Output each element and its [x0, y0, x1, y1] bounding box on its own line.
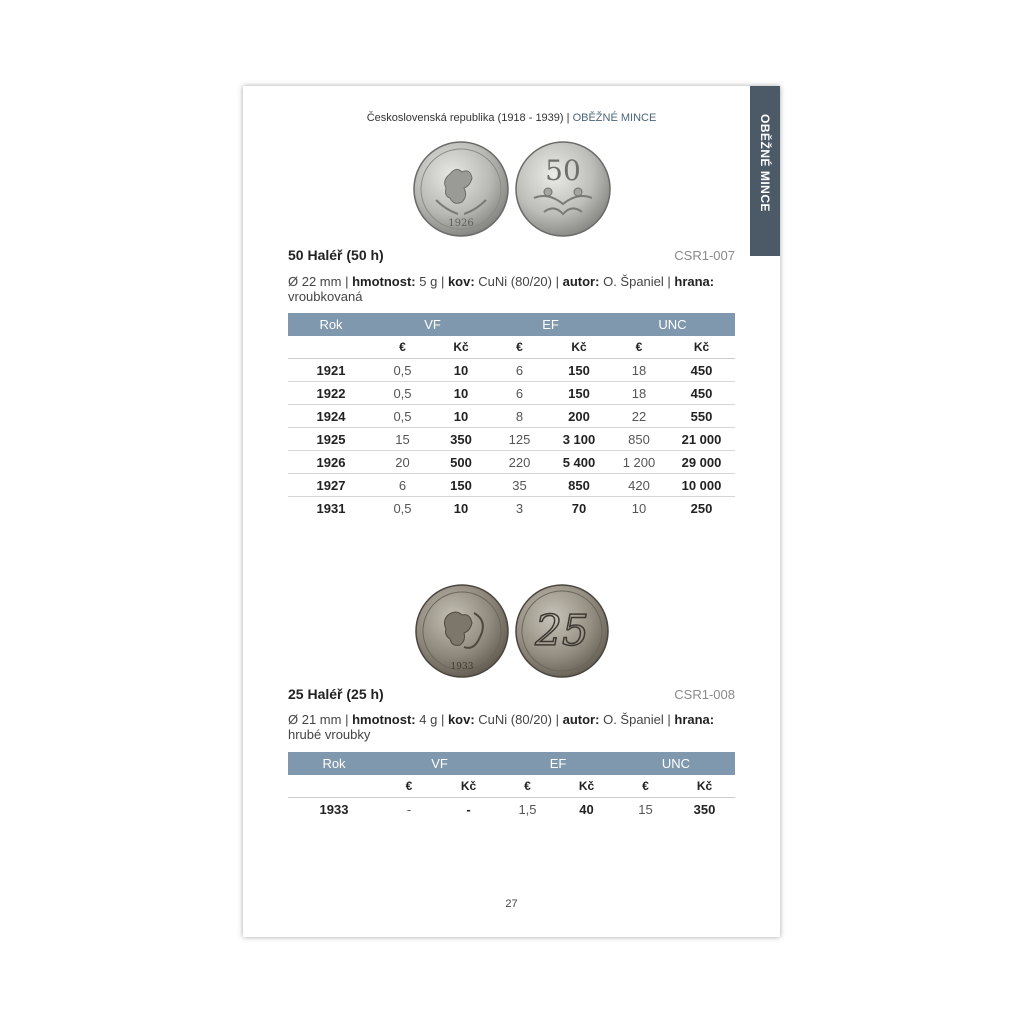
- cell-price-czk: 450: [668, 359, 735, 382]
- cell-price-czk: 450: [668, 382, 735, 405]
- col-header-unc: UNC: [617, 752, 735, 775]
- table-row: [288, 474, 735, 497]
- cell-price-czk: -: [466, 801, 471, 817]
- spec-author-label: autor:: [562, 712, 600, 727]
- cell-price-eur: 0,5: [374, 382, 431, 405]
- header-separator: |: [566, 112, 570, 124]
- spec-weight: 4 g: [419, 712, 438, 727]
- cell-price-eur: 35: [491, 474, 548, 497]
- table-row: [288, 451, 735, 474]
- table-row: [288, 382, 735, 405]
- cell-price-eur: 0,5: [393, 500, 412, 516]
- cell-price-eur: 0,5: [374, 405, 431, 428]
- header-title: Československá republika (1918 - 1939): [366, 112, 564, 124]
- cell-price-czk: 5 400: [548, 451, 610, 474]
- spec-metal-label: kov:: [447, 274, 475, 289]
- col-subheader-eur: €: [374, 336, 431, 359]
- cell-price-eur: 3: [515, 500, 524, 516]
- spec-edge: vroubkovaná: [288, 289, 363, 304]
- table-row: [288, 497, 735, 520]
- cell-price-eur: 22: [610, 405, 668, 428]
- col-subheader-czk: Kč: [431, 336, 491, 359]
- spec-weight: 5 g: [419, 274, 438, 289]
- col-subheader-eur: €: [491, 336, 548, 359]
- cell-price-czk: 21 000: [668, 428, 735, 451]
- table-row: [288, 798, 735, 821]
- cell-price-eur: 15: [374, 428, 431, 451]
- cell-price-czk: 10: [431, 359, 491, 382]
- cell-price-czk: 10 000: [668, 474, 735, 497]
- col-subheader-czk: Kč: [668, 336, 735, 359]
- spec-author: O. Španiel: [603, 712, 664, 727]
- cell-price-eur: -: [406, 801, 412, 817]
- cell-price-eur: 8: [491, 405, 548, 428]
- col-header-vf: VF: [380, 752, 499, 775]
- cell-price-czk: 350: [693, 801, 716, 817]
- spec-diameter: Ø 21 mm: [288, 712, 342, 727]
- col-subheader-eur: €: [499, 775, 556, 798]
- cell-price-eur: 15: [638, 801, 653, 817]
- cell-year: 1921: [288, 359, 374, 382]
- cell-price-czk: 150: [431, 474, 491, 497]
- cell-year: 1926: [288, 451, 374, 474]
- cell-year: 1924: [288, 405, 374, 428]
- coin-25h-spec: Ø 21 mm | hmotnost: 4 g | kov: CuNi (80/20) | autor: O. Španiel | hrana: hrubé vroubky: [288, 712, 715, 742]
- coin-50h-obverse-image: [412, 140, 510, 238]
- spec-edge-label: hrana:: [674, 274, 715, 289]
- coin-25h-title: 25 Haléř (25 h): [288, 686, 384, 702]
- running-header: [243, 112, 780, 124]
- coin-50h-spec: Ø 22 mm | hmotnost: 5 g | kov: CuNi (80/20) | autor: O. Španiel | hrana: vroubkovaná: [288, 274, 715, 304]
- cell-price-czk: 250: [690, 500, 713, 516]
- side-tab-label: OBĚŽNÉ MINCE: [758, 114, 772, 213]
- cell-price-eur: 220: [491, 451, 548, 474]
- cell-price-czk: 150: [548, 359, 610, 382]
- cell-price-czk: 850: [548, 474, 610, 497]
- cell-year: 1931: [316, 500, 346, 516]
- coin-25h-value-text: 25: [535, 606, 589, 655]
- table-row: [288, 405, 735, 428]
- cell-price-czk: 150: [548, 382, 610, 405]
- cell-price-eur: 6: [374, 474, 431, 497]
- cell-year: 1933: [319, 801, 349, 817]
- spec-edge: hrubé vroubky: [288, 727, 371, 742]
- cell-price-eur: 10: [631, 500, 647, 516]
- col-subheader-czk: Kč: [556, 775, 617, 798]
- coin-25h-price-table: [288, 752, 735, 820]
- cell-price-czk: 29 000: [668, 451, 735, 474]
- coin-50h-table-body: [288, 359, 735, 520]
- col-header-year: Rok: [288, 752, 380, 775]
- spec-edge-label: hrana:: [674, 712, 715, 727]
- cell-price-eur: 1 200: [610, 451, 668, 474]
- coin-50h-value-text: 50: [545, 154, 581, 187]
- col-subheader-blank: [288, 336, 374, 359]
- table-row: [288, 428, 735, 451]
- col-header-ef: EF: [491, 313, 610, 336]
- cell-price-czk: 10: [431, 405, 491, 428]
- cell-price-czk: 40: [579, 801, 594, 817]
- cell-price-eur: 850: [610, 428, 668, 451]
- spec-metal: CuNi (80/20): [478, 712, 552, 727]
- spec-diameter: Ø 22 mm: [288, 274, 342, 289]
- spec-author-label: autor:: [562, 274, 600, 289]
- cell-price-eur: 420: [610, 474, 668, 497]
- cell-price-czk: 70: [571, 500, 587, 516]
- table-row: [288, 359, 735, 382]
- coin-25h-code: CSR1-008: [674, 687, 735, 702]
- cell-year: 1922: [288, 382, 374, 405]
- cell-price-czk: 550: [668, 405, 735, 428]
- page-number: 27: [505, 898, 518, 910]
- cell-price-czk: 350: [431, 428, 491, 451]
- spec-metal-label: kov:: [447, 712, 475, 727]
- cell-price-eur: 20: [374, 451, 431, 474]
- coin-50h-images: [412, 140, 612, 238]
- col-header-year: Rok: [288, 313, 374, 336]
- cell-price-eur: 6: [491, 382, 548, 405]
- col-subheader-eur: €: [610, 336, 668, 359]
- coin-25h-table-body: [288, 798, 735, 821]
- cell-price-czk: 10: [453, 500, 469, 516]
- spec-weight-label: hmotnost:: [352, 274, 416, 289]
- cell-year: 1927: [288, 474, 374, 497]
- header-section: OBĚŽNÉ MINCE: [572, 112, 657, 124]
- coin-50h-reverse-image: [514, 140, 612, 238]
- col-subheader-czk: Kč: [674, 775, 735, 798]
- spec-metal: CuNi (80/20): [478, 274, 552, 289]
- coin-50h-title: 50 Haléř (50 h): [288, 247, 384, 263]
- cell-price-eur: 18: [610, 359, 668, 382]
- cell-price-eur: 1,5: [518, 801, 537, 817]
- coin-50h-price-table: [288, 313, 735, 519]
- coin-25h-year-text: 1933: [450, 662, 474, 672]
- col-subheader-czk: Kč: [548, 336, 610, 359]
- cell-price-eur: 125: [491, 428, 548, 451]
- col-header-vf: VF: [374, 313, 491, 336]
- col-subheader-blank: [288, 775, 380, 798]
- cell-price-eur: 0,5: [374, 359, 431, 382]
- cell-price-czk: 200: [548, 405, 610, 428]
- col-subheader-eur: €: [380, 775, 438, 798]
- cell-price-czk: 10: [431, 382, 491, 405]
- col-header-ef: EF: [499, 752, 617, 775]
- coin-25h-images: [414, 583, 610, 679]
- cell-price-czk: 500: [431, 451, 491, 474]
- coin-50h-code: CSR1-007: [674, 248, 735, 263]
- cell-year: 1925: [288, 428, 374, 451]
- spec-weight-label: hmotnost:: [352, 712, 416, 727]
- cell-price-czk: 3 100: [548, 428, 610, 451]
- col-header-unc: UNC: [610, 313, 735, 336]
- coin-25h-reverse-image: [514, 583, 610, 679]
- spec-author: O. Španiel: [603, 274, 664, 289]
- coin-50h-year-text: 1926: [448, 218, 474, 229]
- col-subheader-czk: Kč: [438, 775, 499, 798]
- cell-price-eur: 6: [491, 359, 548, 382]
- coin-25h-obverse-image: [414, 583, 510, 679]
- cell-price-eur: 18: [610, 382, 668, 405]
- col-subheader-eur: €: [617, 775, 674, 798]
